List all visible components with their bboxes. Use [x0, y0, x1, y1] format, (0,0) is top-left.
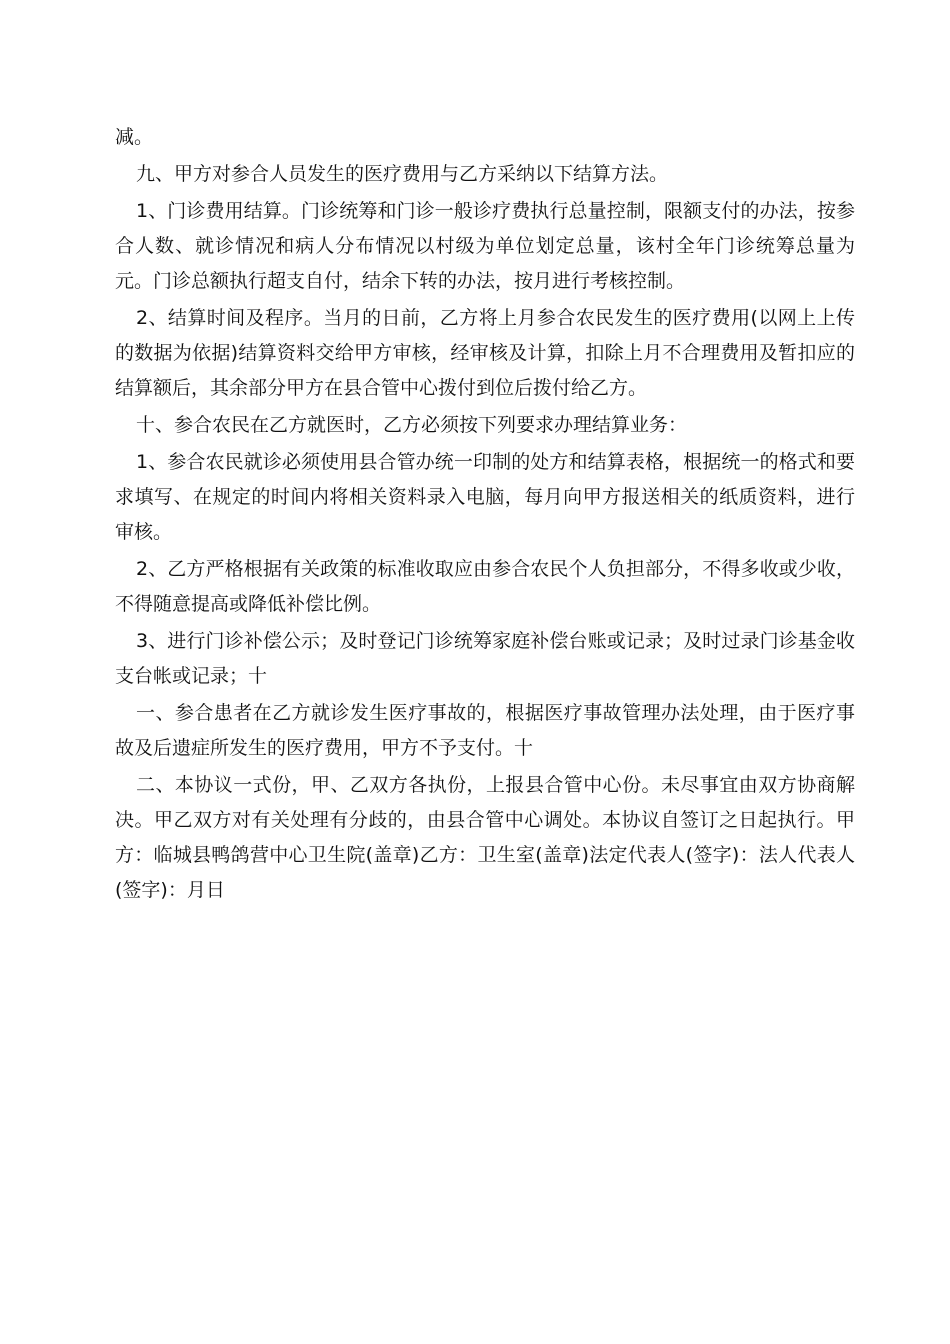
paragraph-section-10: 十、参合农民在乙方就医时，乙方必须按下列要求办理结算业务： — [136, 414, 688, 436]
paragraph-section-9: 九、甲方对参合人员发生的医疗费用与乙方采纳以下结算方法。 — [136, 163, 669, 185]
paragraph-unified-forms: 1、参合农民就诊必须使用县合管办统一印制的处方和结算表格，根据统一的格式和要求填写、在规定的时间内将相关资料录入电脑，每月向甲方报送相关的纸质资料，进行审核。 — [115, 451, 855, 543]
paragraph-section-12-signatures: 二、本协议一式份，甲、乙双方各执份，上报县合管中心份。未尽事宜由双方协商解决。甲乙双方对有关处理有分歧的，由县合管中心调处。本协议自签订之日起执行。甲方：临城县鸭鸽营中心卫生院(盖章)乙方：卫生室(盖章)法定代表人(签字)：法人代表人(签字)：月日 — [115, 774, 855, 901]
paragraph-settlement-procedure: 2、结算时间及程序。当月的日前，乙方将上月参合农民发生的医疗费用(以网上上传的数据为依据)结算资料交给甲方审核，经审核及计算，扣除上月不合理费用及暂扣应的结算额后，其余部分甲方在县合管中心拨付到位后拨付给乙方。 — [115, 307, 855, 399]
paragraph-outpatient-settlement: 1、门诊费用结算。门诊统筹和门诊一般诊疗费执行总量控制，限额支付的办法，按参合人数、就诊情况和病人分布情况以村级为单位划定总量，该村全年门诊统筹总量为元。门诊总额执行超支自付，结余下转的办法，按月进行考核控制。 — [115, 200, 855, 292]
paragraph-continuation: 减。 — [115, 126, 154, 148]
paragraph-publicity: 3、进行门诊补偿公示；及时登记门诊统筹家庭补偿台账或记录；及时过录门诊基金收支台帐或记录；十 — [115, 630, 855, 687]
paragraph-charging-standards: 2、乙方严格根据有关政策的标准收取应由参合农民个人负担部分，不得多收或少收，不得随意提高或降低补偿比例。 — [115, 558, 855, 615]
paragraph-section-11: 一、参合患者在乙方就诊发生医疗事故的，根据医疗事故管理办法处理，由于医疗事故及后遗症所发生的医疗费用，甲方不予支付。十 — [115, 702, 855, 759]
document-body — [115, 120, 855, 910]
